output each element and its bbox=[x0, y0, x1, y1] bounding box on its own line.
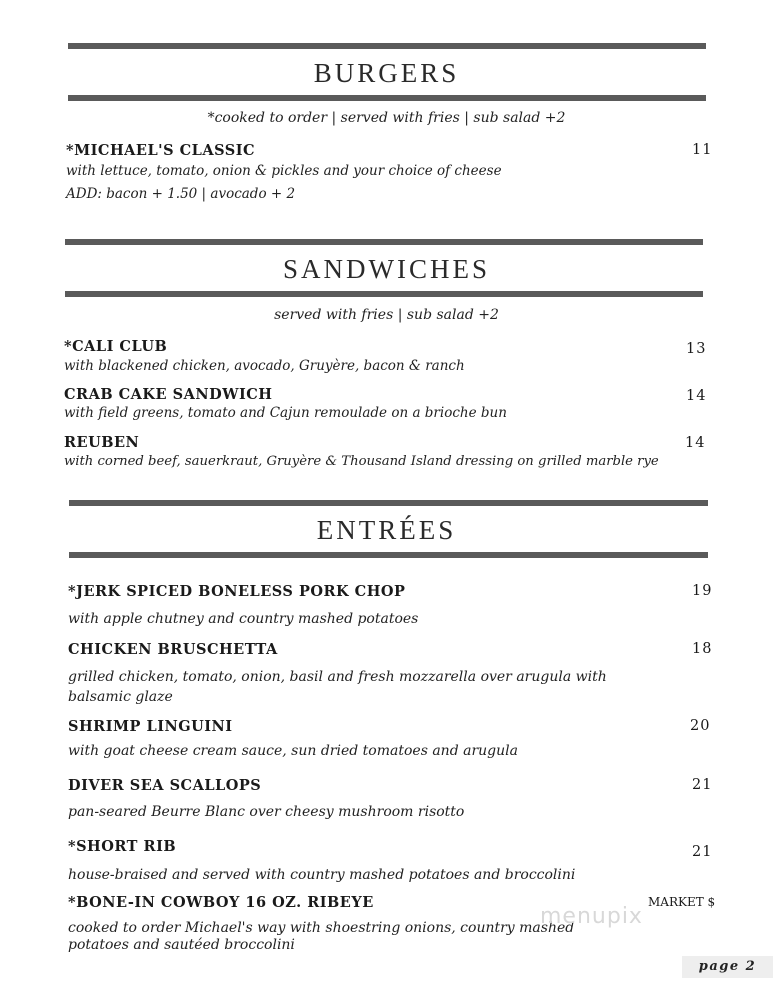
menu-item-price: 13 bbox=[686, 341, 707, 357]
menu-item-name: REUBEN bbox=[64, 434, 140, 451]
section-title-entrees: ENTRÉES bbox=[316, 515, 457, 545]
menu-item-price: 19 bbox=[692, 583, 713, 599]
section-divider-bottom bbox=[65, 291, 703, 297]
menu-item-name: *CALI CLUB bbox=[64, 338, 168, 355]
section-note-burgers: *cooked to order | served with fries | sub salad +2 bbox=[207, 110, 566, 126]
section-note-sandwiches: served with fries | sub salad +2 bbox=[274, 307, 499, 323]
menu-item-price: 11 bbox=[692, 142, 713, 158]
menu-item-desc: with lettuce, tomato, onion & pickles and your choice of cheese bbox=[66, 163, 502, 179]
section-divider-top bbox=[69, 500, 708, 506]
menu-item-desc-cont: potatoes and sautéed broccolini bbox=[68, 937, 295, 953]
section-divider-bottom bbox=[68, 95, 706, 101]
menu-item-name: CRAB CAKE SANDWICH bbox=[64, 386, 273, 403]
menu-item-desc: with corned beef, sauerkraut, Gruyère & Thousand Island dressing on grilled marble rye bbox=[64, 454, 659, 469]
menu-item-desc-cont: balsamic glaze bbox=[68, 689, 173, 705]
menu-item-price: 18 bbox=[692, 641, 713, 657]
menu-item-name: *JERK SPICED BONELESS PORK CHOP bbox=[68, 583, 406, 600]
menu-item-name: CHICKEN BRUSCHETTA bbox=[68, 641, 278, 658]
page-number-label: page 2 bbox=[682, 956, 773, 978]
section-divider-top bbox=[65, 239, 703, 245]
menu-item-name: *MICHAEL'S CLASSIC bbox=[66, 142, 256, 159]
menu-item-desc: pan-seared Beurre Blanc over cheesy mushroom risotto bbox=[68, 804, 465, 820]
menu-item-price: 14 bbox=[685, 435, 706, 451]
menu-item-price: 21 bbox=[692, 777, 713, 793]
section-divider-bottom bbox=[69, 552, 708, 558]
menu-item-desc: house-braised and served with country mashed potatoes and broccolini bbox=[68, 867, 576, 883]
menu-item-name: DIVER SEA SCALLOPS bbox=[68, 777, 262, 794]
menu-item-desc: cooked to order Michael's way with shoestring onions, country mashed bbox=[68, 920, 575, 936]
menu-item-name: *BONE-IN COWBOY 16 OZ. RIBEYE bbox=[68, 894, 374, 911]
section-title-sandwiches: SANDWICHES bbox=[282, 254, 490, 284]
section-title-burgers: BURGERS bbox=[313, 58, 460, 88]
menu-item-name: *SHORT RIB bbox=[68, 838, 177, 855]
menu-item-desc: with goat cheese cream sauce, sun dried tomatoes and arugula bbox=[68, 743, 518, 759]
section-divider-top bbox=[68, 43, 706, 49]
watermark: menupix bbox=[540, 904, 643, 929]
menu-item-addons: ADD: bacon + 1.50 | avocado + 2 bbox=[66, 186, 296, 202]
menu-item-price: 14 bbox=[686, 388, 707, 404]
menu-item-name: SHRIMP LINGUINI bbox=[68, 718, 233, 735]
menu-item-desc: with blackened chicken, avocado, Gruyère, bacon & ranch bbox=[64, 358, 465, 374]
menu-item-desc: with apple chutney and country mashed potatoes bbox=[68, 611, 419, 627]
menu-item-desc: with field greens, tomato and Cajun remoulade on a brioche bun bbox=[64, 405, 507, 421]
menu-item-price: 20 bbox=[690, 718, 711, 734]
menu-item-desc: grilled chicken, tomato, onion, basil and fresh mozzarella over arugula with bbox=[68, 669, 607, 685]
menu-item-price: 21 bbox=[692, 844, 713, 860]
menu-item-price: MARKET $ bbox=[648, 895, 716, 909]
